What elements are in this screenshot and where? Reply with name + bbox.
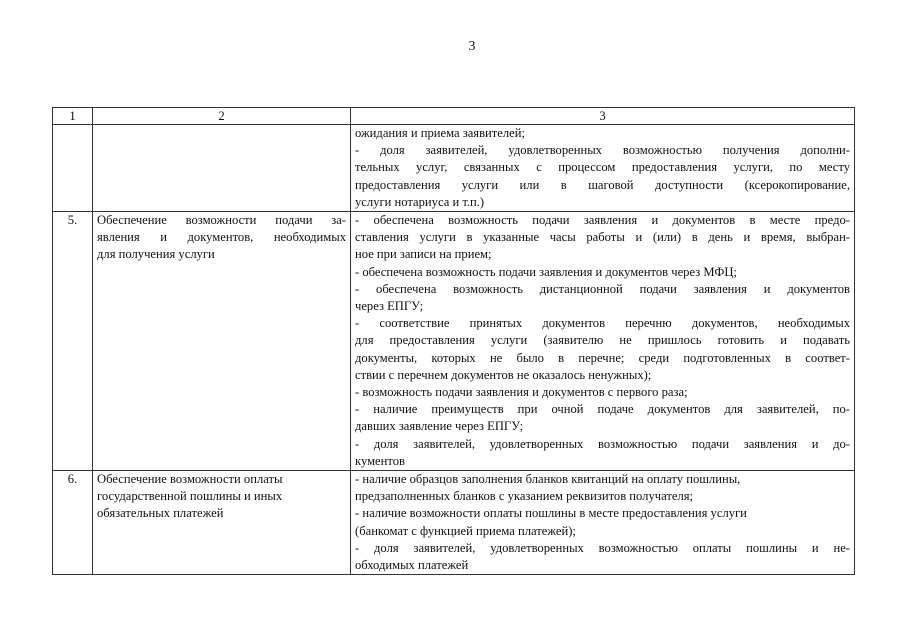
text-line: услуги нотариуса и т.п.)	[355, 194, 485, 209]
text-line: - возможность подачи заявления и документов с первого раза;	[355, 385, 688, 400]
page-number: 3	[468, 38, 476, 53]
table-row-continuation	[53, 125, 855, 212]
text-line: - соответствие принятых документов перечню документов, необходимых	[355, 316, 850, 331]
text-line: кументов	[355, 453, 405, 468]
title-line: обязательных платежей	[97, 506, 224, 521]
row-title-cell	[93, 212, 351, 471]
text-line: - обеспечена возможность подачи заявления и документов в месте предо-	[355, 213, 850, 228]
text-line: для предоставления услуги (заявителю не пришлось готовить и подавать	[355, 333, 850, 348]
table-header-row	[53, 108, 855, 125]
row-number-cell: 6.	[53, 471, 93, 575]
row-content-cell	[351, 212, 855, 471]
row-number-cell	[53, 125, 93, 212]
text-line: ствии с перечнем документов не оказалось ненужных);	[355, 367, 652, 382]
text-line: (банкомат с функцией приема платежей);	[355, 523, 576, 538]
text-line: обходимых платежей	[355, 558, 469, 573]
text-line: предоставления услуги или в шаговой доступности (ксерокопирование,	[355, 177, 850, 192]
text-line: - наличие преимуществ при очной подаче документов для заявителей, по-	[355, 402, 850, 417]
title-line: явления и документов, необходимых	[97, 230, 346, 245]
table-row-5	[53, 212, 855, 471]
text-line: ставления услуги в указанные часы работы и (или) в день и время, выбран-	[355, 230, 850, 245]
text-line: через ЕПГУ;	[355, 299, 424, 314]
column-number-1: 1	[53, 108, 93, 125]
column-number-3: 3	[351, 108, 855, 125]
table-row-6	[53, 471, 855, 575]
text-line: ожидания и приема заявителей;	[355, 126, 525, 140]
text-line: давших заявление через ЕПГУ;	[355, 419, 524, 434]
text-line: - доля заявителей, удовлетворенных возможностью оплаты пошлины и не-	[355, 540, 850, 555]
column-number-2: 2	[93, 108, 351, 125]
criteria-table	[52, 107, 855, 575]
title-line: для получения услуги	[97, 247, 215, 262]
text-line: - обеспечена возможность подачи заявления и документов через МФЦ;	[355, 264, 737, 279]
text-line: - наличие образцов заполнения бланков квитанций на оплату пошлины,	[355, 472, 741, 487]
text-line: - наличие возможности оплаты пошлины в месте предоставления услуги	[355, 506, 747, 521]
row-title-cell	[93, 471, 351, 575]
text-line: - доля заявителей, удовлетворенных возможностью получения дополни-	[355, 143, 850, 158]
row-title-cell	[93, 125, 351, 212]
text-line: ное при записи на прием;	[355, 247, 492, 262]
text-line: предзаполненных бланков с указанием реквизитов получателя;	[355, 489, 694, 504]
title-line: Обеспечение возможности оплаты	[97, 472, 283, 487]
title-line: государственной пошлины и иных	[97, 489, 283, 504]
text-line: тельных услуг, связанных с процессом предоставления услуги, по месту	[355, 160, 850, 175]
row-number-cell: 5.	[53, 212, 93, 471]
row-content-cell	[351, 471, 855, 575]
text-line: документы, которых не было в перечне; среди подготовленных в соответ-	[355, 350, 850, 365]
row-content-cell	[351, 125, 855, 212]
title-line: Обеспечение возможности подачи за-	[97, 213, 346, 228]
text-line: - доля заявителей, удовлетворенных возможностью подачи заявления и до-	[355, 436, 850, 451]
text-line: - обеспечена возможность дистанционной подачи заявления и документов	[355, 281, 850, 296]
